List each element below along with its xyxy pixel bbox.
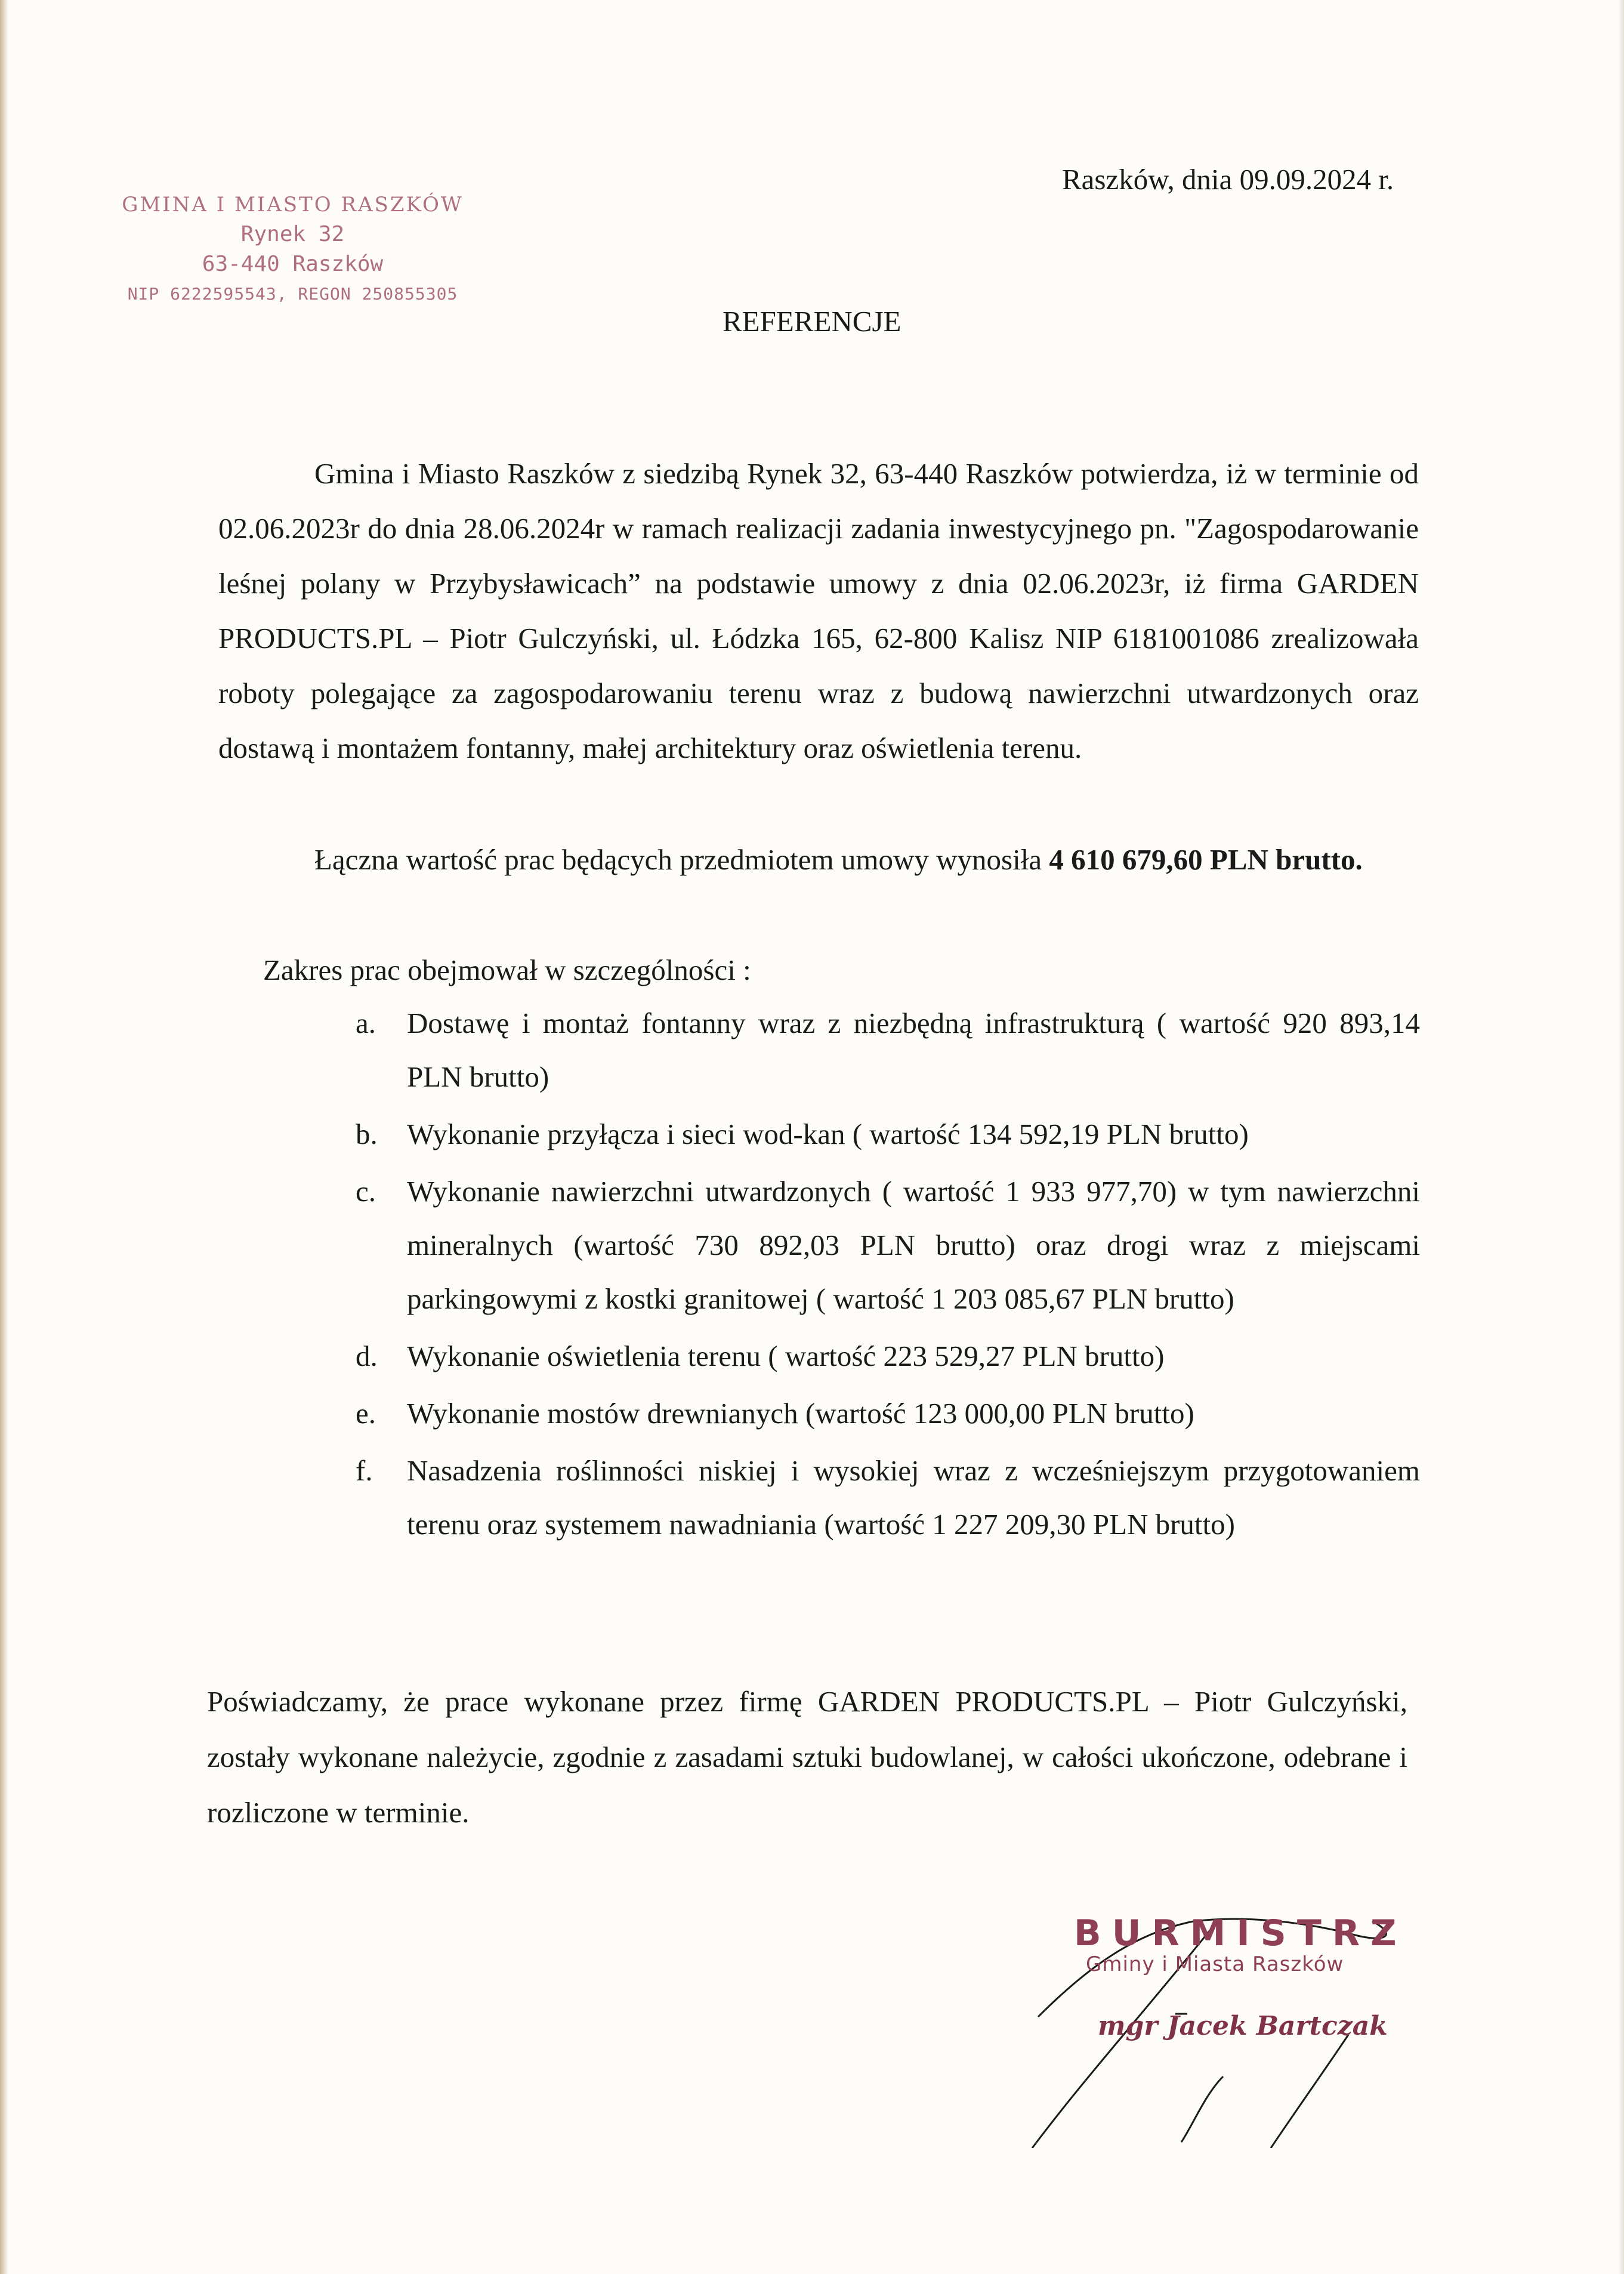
stamp-line-name: GMINA I MIASTO RASZKÓW: [122, 193, 464, 217]
scan-edge-right: [1618, 0, 1624, 2274]
list-item-text: Wykonanie mostów drewnianych (wartość 123 000,00 PLN brutto): [407, 1397, 1194, 1430]
total-value-text: Łączna wartość prac będących przedmiotem umowy wynosiła: [314, 843, 1049, 876]
list-item-text: Wykonanie oświetlenia terenu ( wartość 223 529,27 PLN brutto): [407, 1340, 1165, 1372]
stamp-line-street: Rynek 32: [240, 222, 345, 246]
list-item-text: Wykonanie przyłącza i sieci wod-kan ( wartość 134 592,19 PLN brutto): [407, 1118, 1249, 1150]
list-item: [334, 1165, 1420, 1326]
intro-paragraph: Gmina i Miasto Raszków z siedzibą Rynek 32, 63-440 Raszków potwierdza, iż w terminie od 02.06.2023r do dnia 28.06.2024r w ramach realizacji zadania inwestycyjnego pn. "Zagospodarowanie leśnej polany w Przybysławicach” na podstawie umowy z dnia 02.06.2023r, iż firma GARDEN PRODUCTS.PL – Piotr Gulczyński, ul. Łódzka 165, 62-800 Kalisz NIP 6181001086 zrealizowała roboty polegające za zagospodarowaniu terenu wraz z budową nawierzchni utwardzonych oraz dostawą i montażem fontanny, małej architektury oraz oświetlenia terenu.: [218, 457, 1419, 764]
scope-list: [334, 996, 1420, 1555]
scope-intro: Zakres prac obejmował w szczególności :: [263, 954, 751, 986]
list-item: [334, 1107, 1420, 1161]
list-item-text: Wykonanie nawierzchni utwardzonych ( wartość 1 933 977,70) w tym nawierzchni mineralnych (wartość 730 892,03 PLN brutto) oraz drogi wraz z miejscami parkingowymi z kostki granitowej ( wartość 1 203 085,67 PLN brutto): [407, 1175, 1420, 1315]
closing-paragraph: Poświadczamy, że prace wykonane przez firmę GARDEN PRODUCTS.PL – Piotr Gulczyński, zostały wykonane należycie, zgodnie z zasadami sztuki budowlanej, w całości ukończone, odebrane i rozliczone w terminie.: [207, 1685, 1407, 1829]
mayor-name: mgr Jacek Bartczak: [1098, 2011, 1388, 2041]
document-title: REFERENCJE: [723, 305, 901, 338]
mayor-title: BURMISTRZ: [1074, 1912, 1407, 1954]
scan-edge-left: [0, 0, 8, 2274]
total-value-amount: 4 610 679,60 PLN brutto.: [1049, 843, 1363, 876]
mayor-stamp: [1074, 1914, 1408, 2041]
stamp-line-ids: NIP 6222595543, REGON 250855305: [127, 284, 458, 304]
list-item: [334, 996, 1420, 1104]
date-line: Raszków, dnia 09.09.2024 r.: [1062, 163, 1394, 196]
list-marker: d.: [356, 1340, 378, 1372]
list-item-text: Dostawę i montaż fontanny wraz z niezbędną infrastrukturą ( wartość 920 893,14 PLN brutto): [407, 1007, 1420, 1093]
list-item: [334, 1444, 1420, 1551]
total-value-paragraph: [314, 832, 1418, 887]
stamp-line-city: 63-440 Raszków: [202, 252, 384, 276]
list-marker: a.: [356, 1007, 376, 1039]
list-item: [334, 1387, 1420, 1440]
mayor-subtitle: Gminy i Miasta Raszków: [1086, 1952, 1344, 1976]
municipality-stamp: [118, 190, 467, 309]
list-item-text: Nasadzenia roślinności niskiej i wysokiej wraz z wcześniejszym przygotowaniem terenu oraz systemem nawadniania (wartość 1 227 209,30 PLN brutto): [407, 1454, 1420, 1541]
list-marker: f.: [356, 1454, 373, 1487]
list-item: [334, 1329, 1420, 1383]
list-marker: b.: [356, 1118, 378, 1150]
list-marker: c.: [356, 1175, 376, 1208]
list-marker: e.: [356, 1397, 376, 1430]
